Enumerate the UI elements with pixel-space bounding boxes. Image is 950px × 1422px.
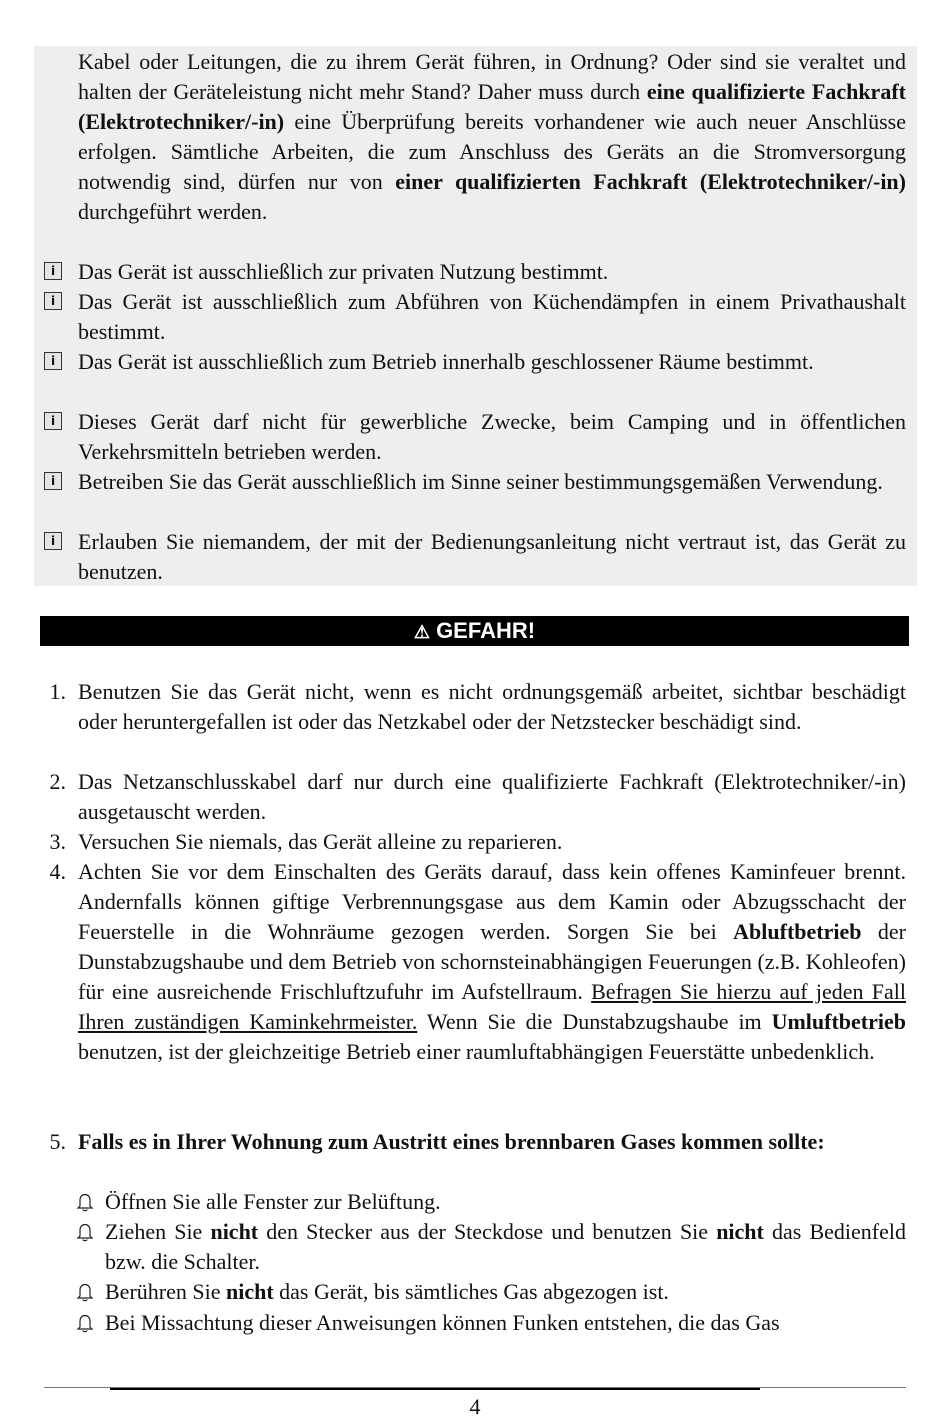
list-item-text	[78, 1127, 906, 1157]
danger-heading	[40, 616, 909, 646]
list-item-text	[78, 857, 906, 1067]
gas-leak-heading: Falls es in Ihrer Wohnung zum Austritt eines brennbaren Gases kommen sollte:	[78, 1129, 825, 1154]
text-segment: das Gerät, bis sämtliches Gas abgezogen ist.	[273, 1279, 669, 1304]
info-item-text: Erlauben Sie niemandem, der mit der Bedienungsanleitung nicht vertraut ist, das Gerät zu benutzen.	[78, 529, 906, 584]
list-text-segment: benutzen, ist der gleichzeitige Betrieb einer raumluftabhängigen Feuerstätte unbedenklich.	[78, 1039, 875, 1064]
info-item-text: Das Gerät ist ausschließlich zum Betrieb innerhalb geschlossener Räume bestimmt.	[78, 349, 814, 374]
info-item-text: Betreiben Sie das Gerät ausschließlich im Sinne seiner bestimmungsgemäßen Verwendung.	[78, 469, 883, 494]
not-bold: nicht	[225, 1279, 274, 1304]
chimney-sweep-underlined: Befragen Sie hierzu auf jeden Fall Ihren zuständigen Kaminkehrmeister.	[78, 979, 906, 1034]
not-bold: nicht	[210, 1219, 259, 1244]
text-segment: das Bedienfeld bzw. die Schalter.	[105, 1219, 906, 1274]
bell-icon	[74, 1221, 96, 1243]
info-item-text: Das Gerät ist ausschließlich zum Abführen von Küchendämpfen in einem Privathaushalt bestimmt.	[78, 289, 906, 344]
abluftbetrieb-bold: Abluftbetrieb	[733, 919, 862, 944]
list-text-segment: der Dunstabzugshaube und dem Betrieb von schornsteinabhängigen Feuerungen (z.B. Kohleofen) für eine ausreichende Frischluftzufuhr im Aufstellraum.	[78, 919, 906, 1004]
bell-icon	[74, 1312, 96, 1334]
text-segment: den Stecker aus der Steckdose und benutzen Sie	[258, 1219, 717, 1244]
info-icon: i	[44, 352, 62, 370]
gas-instruction-text: Bei Missachtung dieser Anweisungen können Funken entstehen, die das Gas	[105, 1310, 780, 1335]
bell-icon	[74, 1281, 96, 1303]
danger-title: GEFAHR!	[436, 618, 536, 643]
intro-text: eine Überprüfung bereits vorhandener wie auch neuer Anschlüsse erfolgen. Sämtliche Arbeiten, die zum Anschluss des Geräts an die Stromversorgung notwendig sind, dürfen nur von	[78, 109, 906, 194]
page-number: 4	[469, 1394, 481, 1419]
gas-instruction-text: Öffnen Sie alle Fenster zur Belüftung.	[105, 1189, 441, 1214]
bell-icon	[74, 1191, 96, 1213]
info-icon: i	[44, 532, 62, 550]
intro-text: durchgeführt werden.	[78, 199, 268, 224]
list-number: 5.	[49, 1129, 66, 1154]
intro-bold-qualified-2: einer qualifizierten Fachkraft (Elektrotechniker/-in)	[395, 169, 906, 194]
list-number: 1.	[49, 679, 66, 704]
list-item-text: Versuchen Sie niemals, das Gerät alleine zu reparieren.	[78, 829, 563, 854]
info-icon: i	[44, 412, 62, 430]
info-item-text: Das Gerät ist ausschließlich zur privaten Nutzung bestimmt.	[78, 259, 609, 284]
list-number: 4.	[49, 859, 66, 884]
list-text-segment: Achten Sie vor dem Einschalten des Geräts darauf, dass kein offenes Kaminfeuer brennt. Andernfalls können giftige Verbrennungsgase aus dem Kamin oder Abzugsschacht der Feuerstelle in die Wohnräume gezogen werden. Sorgen Sie bei	[78, 859, 906, 944]
text-segment: Berühren Sie	[105, 1279, 226, 1304]
intro-bold-qualified-1: eine qualifizierte Fachkraft (Elektrotechniker/-in)	[78, 79, 906, 134]
intro-text: Kabel oder Leitungen, die zu ihrem Gerät führen, in Ordnung? Oder sind sie veraltet und halten der Geräteleistung nicht mehr Stand? Daher muss durch	[78, 49, 906, 104]
list-item-text: Benutzen Sie das Gerät nicht, wenn es nicht ordnungsgemäß arbeitet, sichtbar beschädigt oder heruntergefallen ist oder das Netzkabel oder der Netzstecker beschädigt sind.	[78, 679, 906, 734]
warning-triangle-icon: ⚠	[413, 622, 431, 642]
info-icon: i	[44, 292, 62, 310]
info-icon: i	[44, 262, 62, 280]
footer-divider-accent	[110, 1388, 760, 1390]
list-text-segment: Wenn Sie die Dunstabzugshaube im	[417, 1009, 772, 1034]
text-segment: Ziehen Sie	[105, 1219, 211, 1244]
intro-paragraph	[78, 47, 906, 227]
gas-instruction-text	[105, 1217, 906, 1277]
info-icon: i	[44, 472, 62, 490]
list-number: 3.	[49, 829, 66, 854]
list-number: 2.	[49, 769, 66, 794]
list-item-text: Das Netzanschlusskabel darf nur durch eine qualifizierte Fachkraft (Elektrotechniker/-in) ausgetauscht werden.	[78, 769, 906, 824]
umluftbetrieb-bold: Umluftbetrieb	[771, 1009, 907, 1034]
gas-instruction-text	[105, 1277, 906, 1307]
not-bold: nicht	[716, 1219, 764, 1244]
info-item-text: Dieses Gerät darf nicht für gewerbliche Zwecke, beim Camping und in öffentlichen Verkehrsmitteln betrieben werden.	[78, 409, 906, 464]
